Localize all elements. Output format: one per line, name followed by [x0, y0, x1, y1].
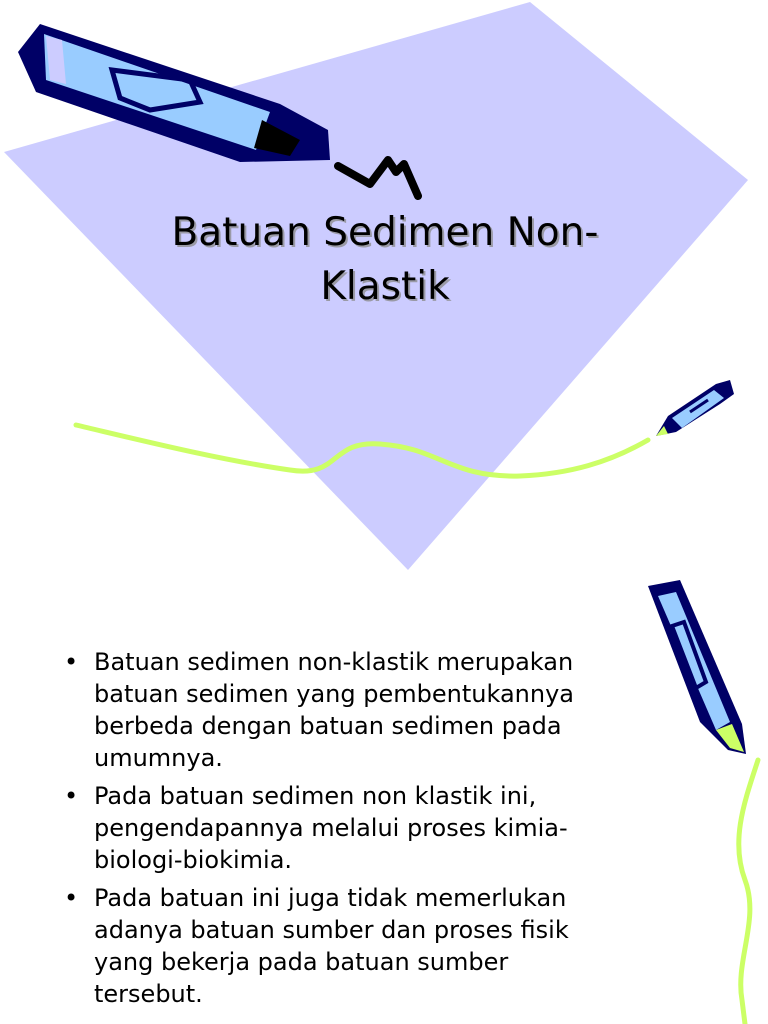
- bullet-dot: •: [64, 648, 79, 676]
- bullet-item-1: [64, 646, 634, 774]
- bullet-1-line-2: batuan sedimen yang pembentukannya: [94, 680, 574, 708]
- slide-title-line-2: Klastik: [320, 264, 450, 309]
- vertical-pen-icon: [648, 580, 746, 754]
- small-pen-icon: [656, 380, 734, 436]
- bullet-1-line-1: Batuan sedimen non-klastik merupakan: [94, 648, 574, 676]
- bullet-1-line-4: umumnya.: [94, 744, 223, 772]
- bullet-item-2: [64, 780, 634, 876]
- bullet-2-line-3: biologi-biokimia.: [94, 846, 293, 874]
- bullet-3-line-1: Pada batuan ini juga tidak memerlukan: [94, 884, 567, 912]
- bullet-dot: •: [64, 884, 79, 912]
- bullet-2-line-1: Pada batuan sedimen non klastik ini,: [94, 782, 537, 810]
- bullet-3-line-3: yang bekerja pada batuan sumber: [94, 948, 509, 976]
- bullet-1-line-3: berbeda dengan batuan sedimen pada: [94, 712, 562, 740]
- green-vertical-squiggle: [739, 760, 758, 1024]
- bullet-list: [64, 646, 634, 1016]
- bullet-dot: •: [64, 782, 79, 810]
- bullet-2-line-2: pengendapannya melalui proses kimia-: [94, 814, 568, 842]
- bullet-item-3: [64, 882, 634, 1010]
- slide-title-line-1: Batuan Sedimen Non-: [171, 210, 599, 255]
- slide-title: [100, 206, 670, 314]
- bullet-3-line-2: adanya batuan sumber dan proses fisik: [94, 916, 569, 944]
- bullet-3-line-4: tersebut.: [94, 980, 203, 1008]
